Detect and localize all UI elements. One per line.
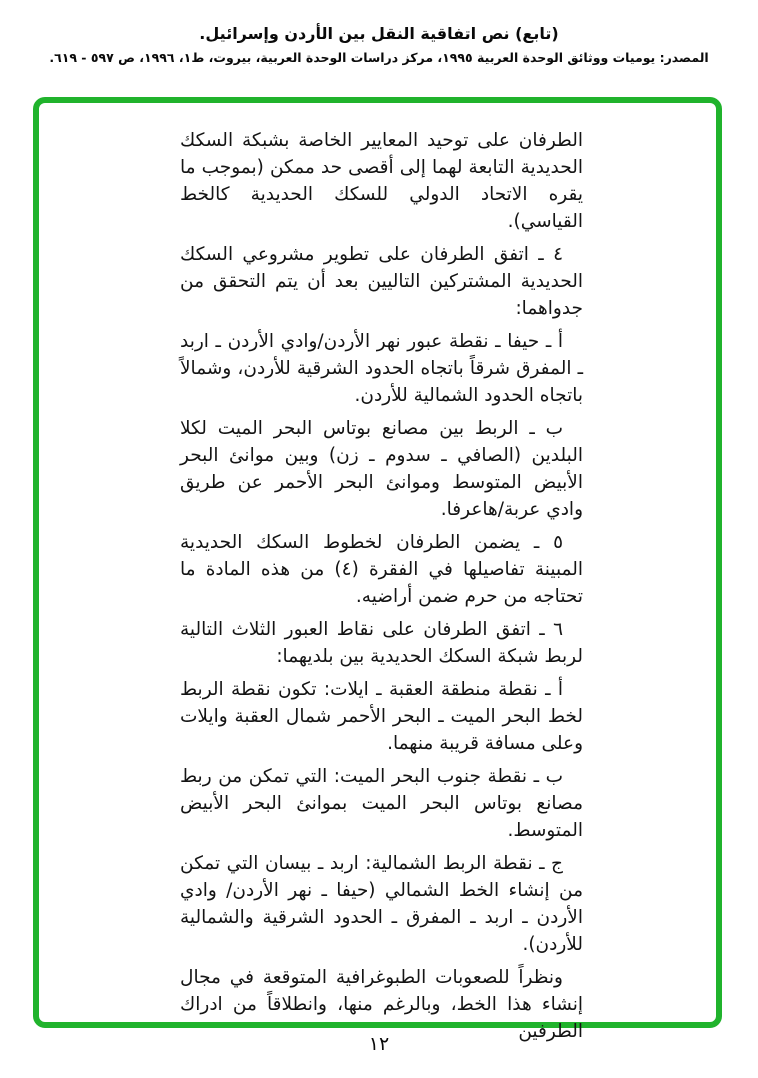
body-paragraph: ٦ ـ اتفق الطرفان على نقاط العبور الثلاث التالية لربط شبكة السكك الحديدية بين بلديهما: bbox=[180, 619, 583, 667]
body-paragraph: الطرفان على توحيد المعايير الخاصة بشبكة السكك الحديدية التابعة لهما إلى أقصى حد ممكن (بموجب ما يقره الاتحاد الدولي للسكك الحديدية كالخط القياسي). bbox=[180, 130, 583, 232]
body-paragraph: أ ـ نقطة منطقة العقبة ـ ايلات: تكون نقطة الربط لخط البحر الميت ـ البحر الأحمر شمال العقبة وايلات وعلى مسافة قريبة منهما. bbox=[180, 679, 583, 754]
source-citation: المصدر: يوميات ووثائق الوحدة العربية ١٩٩٥، مركز دراسات الوحدة العربية، بيروت، ط١، ١٩٩٦، ص ٥٩٧ - ٦١٩. bbox=[49, 50, 709, 65]
body-paragraph: ج ـ نقطة الربط الشمالية: اربد ـ بيسان التي تمكن من إنشاء الخط الشمالي (حيفا ـ نهر الأردن/ وادي الأردن ـ اربد ـ المفرق ـ الحدود الشرقية والشمالية للأردن). bbox=[180, 853, 583, 955]
body-paragraph: ب ـ الربط بين مصانع بوتاس البحر الميت لكلا البلدين (الصافي ـ سدوم ـ زن) وبين موانئ البحر الأبيض المتوسط وموانئ البحر الأحمر عن طريق وادي عربة/هاعرفا. bbox=[180, 418, 583, 520]
document-title: (تابع) نص اتفاقية النقل بين الأردن وإسرائيل. bbox=[199, 24, 559, 43]
body-paragraph: ٥ ـ يضمن الطرفان لخطوط السكك الحديدية المبينة تفاصيلها في الفقرة (٤) من هذه المادة ما تحتاجه من حرم ضمن أراضيه. bbox=[180, 532, 583, 607]
body-paragraph: ونظراً للصعوبات الطبوغرافية المتوقعة في مجال إنشاء هذا الخط، وبالرغم منها، وانطلاقاً من ادراك الطرفين bbox=[180, 967, 583, 1042]
body-paragraph: أ ـ حيفا ـ نقطة عبور نهر الأردن/وادي الأردن ـ اربد ـ المفرق شرقاً باتجاه الحدود الشرقية للأردن، وشمالاً باتجاه الحدود الشمالية للأردن. bbox=[180, 331, 583, 406]
body-paragraph: ٤ ـ اتفق الطرفان على تطوير مشروعي السكك الحديدية المشتركين التاليين بعد أن يتم التحقق من جدواهما: bbox=[180, 244, 583, 319]
body-paragraph: ب ـ نقطة جنوب البحر الميت: التي تمكن من ربط مصانع بوتاس البحر الميت بموانئ البحر الأبيض المتوسط. bbox=[180, 766, 583, 841]
document-body bbox=[180, 127, 583, 1051]
page-number: ١٢ bbox=[368, 1033, 390, 1055]
